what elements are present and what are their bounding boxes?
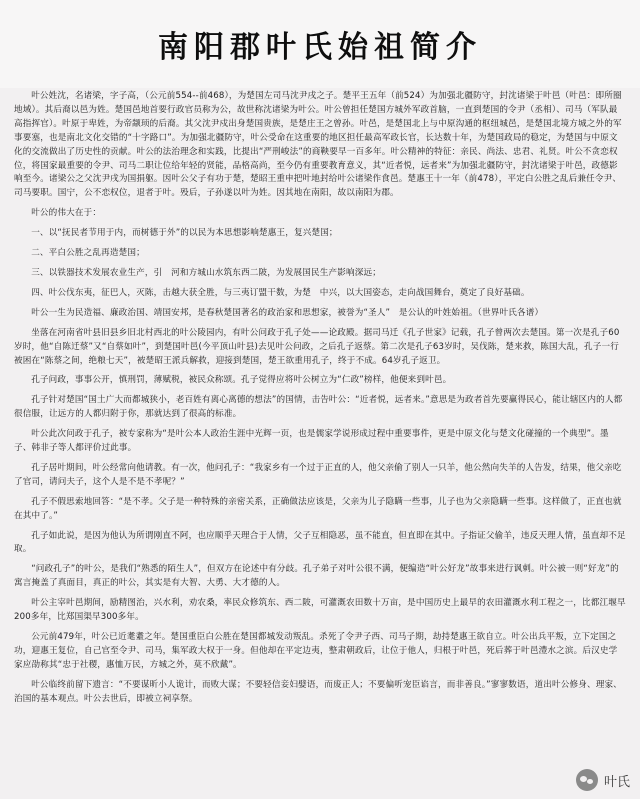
paragraph-last-words: 叶公临终前留下遗言：“不要谋昕小人诡计，而败大谋；不要轻信妾妇嬖语，而废正人；不要偏听宠臣谄言，而非善良。”寥寥数语，道出叶公修身、理家、治国的基本观点。叶公去世后，即被立祠享祭。: [14, 679, 622, 704]
paragraph-intro: 叶公姓沈，名诸梁，字子高，（公元前554--前468），为楚国左司马沈尹戌之子。楚平王五年（前524）为加强北疆防守，封沈诸梁于叶邑（叶邑：即所圈地域）。其后裔以邑为姓。楚国邑地首要行政官员称为公，故世称沈诸梁为叶公。叶公曾担任楚国方城外军政首脑，一直到楚国的令尹（丞相）、司马（军队最高指挥官）。叶原于卑姓，为帝颛顼的后裔。其父沈尹戍出身楚国贵族，是楚庄王之曾孙。叶邑，是楚国北上与中原沟通的枢纽城邑，是楚国北境方城之外的军事要塞，也是南北文化交错的“十字路口”。为加强北疆防守，叶公受命在这重要的地区担任最高军政长官，长达数十年，为楚国政局的稳定，为楚国与中原文化的交流做出了历史性的贡献。叶公的法治理念和实践，比提出“严刑峻法”的商鞅要早一百多年。叶公精神的特征：亲民、尚法、忠君、礼贤。叶公不贪恋权位，将国家最重要的令尹、司马二职让位给年轻的贤能，品格高尚，至今仍有重要教育意义，其“近者悦，远者来”为加强北疆防守，封沈诸梁于叶邑，政德影响至今。诸梁公之父沈尹戌为国捐躯。因叶公父子有功于楚，楚昭王重申把叶地封给叶公诸梁作食邑。楚惠王十一年（前478），平定白公胜之乱后兼任令尹、司马要职。国宁，公不恋权位，退者于叶。殁后，子孙遂以叶为姓。因其地在南阳，故以南阳为郡。: [14, 91, 622, 199]
watermark-text: 叶氏: [603, 774, 630, 790]
wechat-icon: [576, 769, 598, 791]
paragraph-confucius-policy: 孔子问政，事事公开，慎刑罚，薄赋税，被民众称颂。孔子觉得应将叶公树立为“仁政”榜样，他便来到叶邑。: [31, 375, 452, 386]
paragraph-point-2: 二、平白公胜之乱再造楚国；: [31, 248, 145, 259]
document-body: [14, 90, 626, 707]
page-title: 南阳郡叶氏始祖简介: [158, 30, 482, 65]
paragraph-irrigation: 叶公主宰叶邑期间，励精图治，兴水利，劝农桑，率民众修筑东、西二陂，可灌溉农田数十万亩，是中国历史上最早的农田灌溉水利工程之一，比都江堰早200多年，比郑国渠早300多年。: [14, 598, 626, 623]
paragraph-lunzheng-hall: 坐落在河南省叶县旧县乡旧北村西北的叶公陵园内，有叶公问政于孔子处——论政殿。据司马迁《孔子世家》记载，孔子曾两次去楚国。第一次是孔子60岁时，他“自陈迁蔡”又“自蔡如叶”，到楚国叶邑(今平顶山叶县)去见叶公问政，之后孔子返蔡。第二次是孔子63岁时，吴伐陈，楚来救，陈国大乱，孔子一行被困在“陈蔡之间，绝粮七天”，被楚昭王派兵解救，迎接到楚国，楚王欲重用孔子，终于不成。64岁孔子返卫。: [14, 327, 620, 366]
paragraph-confucius-answer: 孔子不假思索地回答：“是不孝。父子是一种特殊的亲密关系，正确做法应该是，父亲为儿子隐瞒一些事，儿子也为父亲隐瞒一些事。这样做了，正直也就在其中了。”: [14, 496, 622, 521]
paragraph-dragon-fable: “问政孔子”的叶公，是我们“熟悉的陌生人”，但双方在论述中有分歧。孔子弟子对叶公很不满，便编造“叶公好龙”故事来进行讽刺。叶公被一则“好龙”的寓言掩盖了真面目，真正的叶公，其实是有大智、大勇、大才德的人。: [14, 564, 619, 589]
paragraph-point-4: 四、叶公伐东夷，征巴人，灭陈，击越大获全胜，与三夷订盟干数，为楚 中兴，以大国姿态，走向战国舞台，奠定了良好基础。: [31, 287, 530, 298]
paragraph-rebellion: 公元前479年，叶公已近耄耋之年。楚国重臣白公胜在楚国都城发动叛乱。杀死了令尹子西、司马子期，劫持楚惠王欲自立。叶公出兵平叛，立下定国之功，迎惠王复位，自己官至令尹、司马，集军政大权于一身。但他却在平定边夷，整肃朝政后，让位于他人，归根于叶邑，死后葬于叶邑澧水之滨。后汉史学家应劭称其“忠于社稷，惠恤万民，方城之外，莫不欣戴”。: [14, 632, 618, 670]
paragraph-summary: 叶公一生为民造福、廉政治国、靖国安邦，是春秋楚国著名的政治家和思想家，被誉为“圣人” 是公认的叶姓始祖。（世界叶氏各谱）: [31, 307, 544, 318]
paragraph-near-far: 孔子针对楚国“国土广大而都城狭小，老百姓有离心离德的想法”的国情，击告叶公：“近者悦，远者来。”意思是为政者首先要赢得民心，能让辖区内的人都很信服，让远方的人都归附于你，那就达到了很高的标准。: [14, 395, 623, 420]
account-watermark: [576, 769, 630, 791]
paragraph-explanation: 孔子如此说，是因为他认为所谓刚直不阿，也应顺乎天理合于人情，父子互相隐恶，虽不能直，但直即在其中。子指证父偷羊，违反天理人情，虽直却不足取。: [14, 530, 626, 555]
paragraph-greatness-heading: 叶公的伟大在于：: [31, 208, 102, 219]
title-banner: [0, 0, 640, 88]
paragraph-point-1: 一、以“抚民者节用于内，而树德于外”的以民为本思想影响楚惠王，复兴楚国；: [31, 228, 338, 239]
paragraph-point-3: 三、以铁器技术发展农业生产，引 河和方城山水筑东西二陂，为发展国民生产影响深远；: [31, 267, 381, 278]
paragraph-expert-view: 叶公此次问政于孔子，被专家称为“是叶公本人政治生涯中光辉一页，也是儒家学说形成过程中重要事件，更是中原文化与楚文化碰撞的一个典型”。墨子、韩非子等人都评价过此事。: [14, 429, 609, 454]
paragraph-sheep-story: 孔子居叶期间，叶公经常向他请教。有一次，他问孔子：“我家乡有一个过于正直的人，他父亲偷了别人一只羊，他公然向失羊的人告发，结果，他父亲吃了官司，请问夫子，这个人是不是不孝呢？”: [14, 462, 622, 487]
